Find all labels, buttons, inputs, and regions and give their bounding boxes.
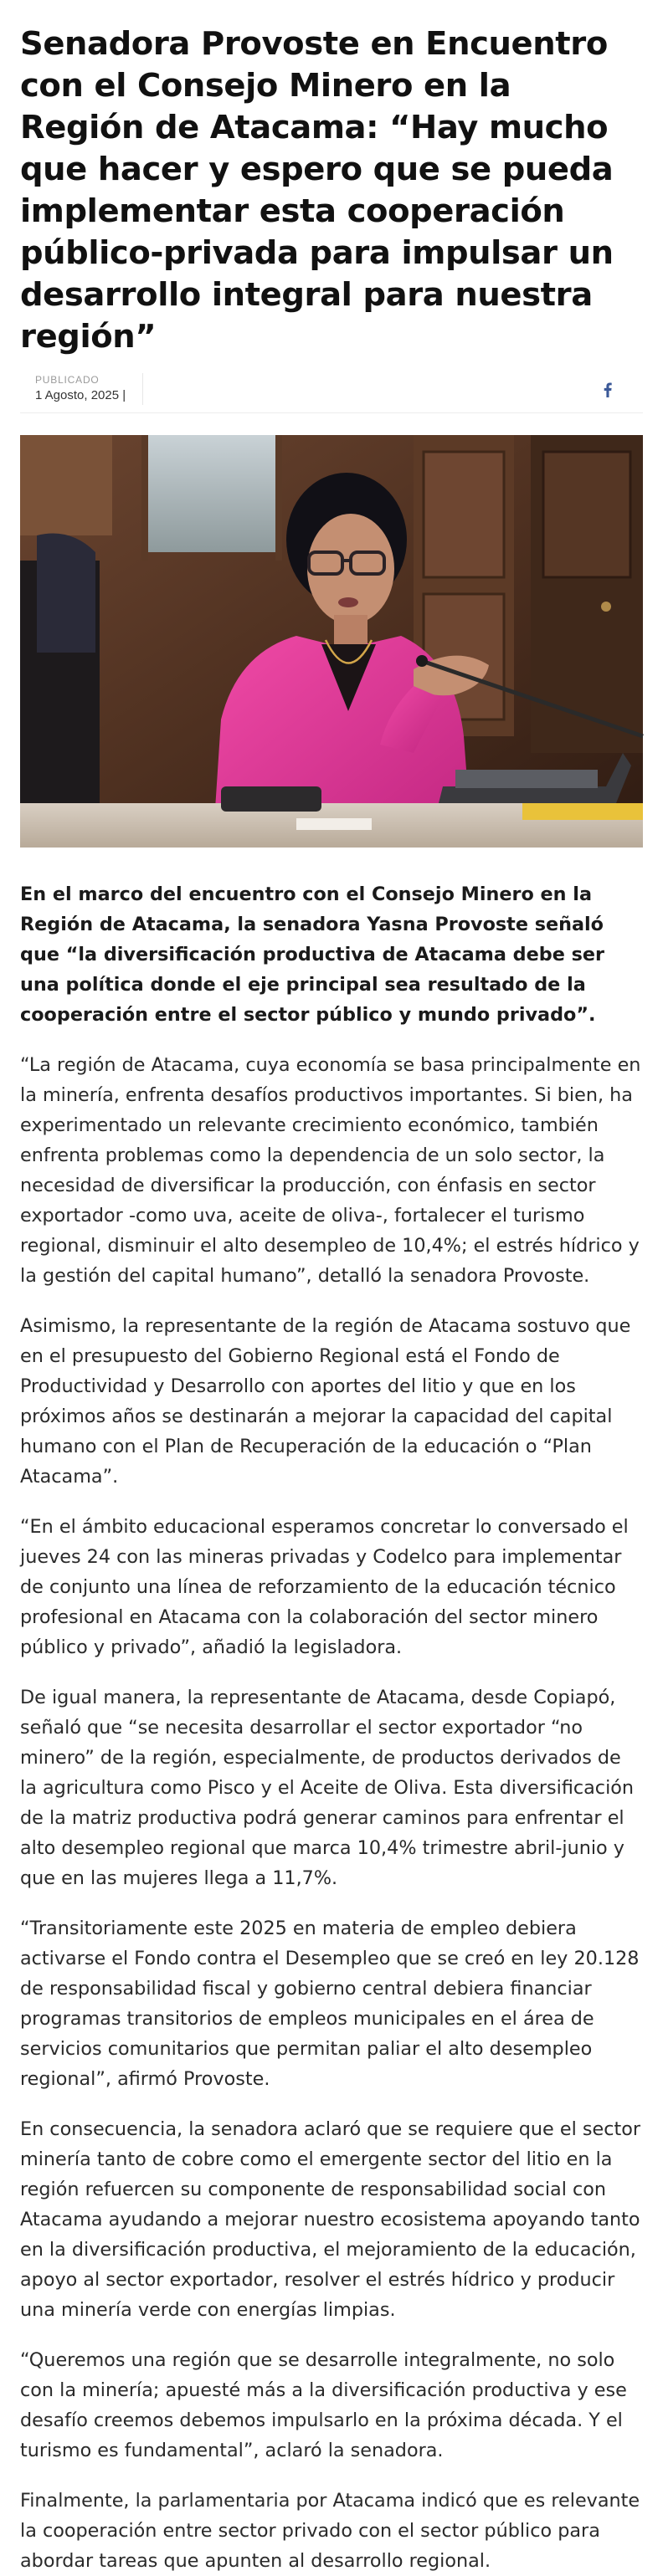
article-paragraph-2: Asimismo, la representante de la región de Atacama sostuvo que en el presupuesto del Gobierno Regional está el Fondo de Productividad y Desarrollo con aportes del litio y que en los próximos años se destinarán a mejorar la capacidad del capital humano con el Plan de Recuperación de la educación o “Plan Atacama”. (20, 1315, 631, 1488)
senator-speaking-photo (20, 435, 643, 848)
published-date: 1 Agosto, 2025 | (35, 388, 126, 402)
published-block (35, 373, 143, 405)
facebook-icon (604, 382, 612, 397)
facebook-share-button[interactable] (598, 380, 618, 400)
article-paragraph-7: “Queremos una región que se desarrolle integralmente, no solo con la minería; apuesté más a la diversificación productiva y ese desafío creemos debemos impulsarlo en la próxima década. Y el turismo es fundamental”, aclaró la senadora. (20, 2349, 627, 2461)
article-title: Senadora Provoste en Encuentro con el Consejo Minero en la Región de Atacama: “Hay mucho que hacer y espero que se pueda implementar esta cooperación público-privada para impulsar un desarrollo integral para nuestra región” (20, 25, 614, 356)
article-paragraph-5: “Transitoriamente este 2025 en materia de empleo debiera activarse el Fondo contra el Desempleo que se creó en ley 20.128 de responsabilidad fiscal y gobierno central debiera financiar programas transitorios de empleos municipales en el área de servicios comunitarios que permitan paliar el alto desempleo regional”, afirmó Provoste. (20, 1918, 640, 2090)
article-paragraph-1: “La región de Atacama, cuya economía se basa principalmente en la minería, enfrenta desafíos productivos importantes. Si bien, ha experimentado un relevante crecimiento económico, también enfrenta problemas como la dependencia de un solo sector, la necesidad de diversificar la producción, con énfasis en sector exportador -como uva, aceite de oliva-, fortalecer el turismo regional, disminuir el alto desempleo de 10,4%; el estrés hídrico y la gestión del capital humano”, detalló la senadora Provoste. (20, 1054, 641, 1287)
article-paragraph-3: “En el ámbito educacional esperamos concretar lo conversado el jueves 24 con las mineras privadas y Codelco para implementar de conjunto una línea de reforzamiento de la educación técnico profesional en Atacama con la colaboración del sector minero público y privado”, añadió la legisladora. (20, 1516, 629, 1658)
article-lead: En el marco del encuentro con el Consejo Minero en la Región de Atacama, la senadora Yasna Provoste señaló que “la diversificación productiva de Atacama debe ser una política donde el eje principal sea resultado de la cooperación entre el sector público y mundo privado”. (20, 883, 604, 1026)
published-label: PUBLICADO (35, 374, 100, 386)
article-meta (20, 366, 643, 413)
article-paragraph-6: En consecuencia, la senadora aclaró que se requiere que el sector minería tanto de cobre como el emergente sector del litio en la región refuercen su componente de responsabilidad social con Atacama ayudando a mejorar nuestro ecosistema apoyando tanto en la diversificación productiva, el mejoramiento de la educación, apoyo al sector exportador, resolver el estrés hídrico y producir una minería verde con energías limpias. (20, 2118, 641, 2321)
article (0, 23, 663, 2576)
article-photo (20, 435, 643, 848)
article-paragraph-4: De igual manera, la representante de Atacama, desde Copiapó, señaló que “se necesita desarrollar el sector exportador “no minero” de la región, especialmente, de productos derivados de la agricultura como Pisco y el Aceite de Oliva. Esta diversificación de la matriz productiva podrá generar caminos para enfrentar el alto desempleo regional que marca 10,4% trimestre abril-junio y que en las mujeres llega a 11,7%. (20, 1687, 635, 1889)
article-paragraph-8: Finalmente, la parlamentaria por Atacama indicó que es relevante la cooperación entre sector privado con el sector público para abordar tareas que apunten al desarrollo regional. (20, 2490, 640, 2572)
